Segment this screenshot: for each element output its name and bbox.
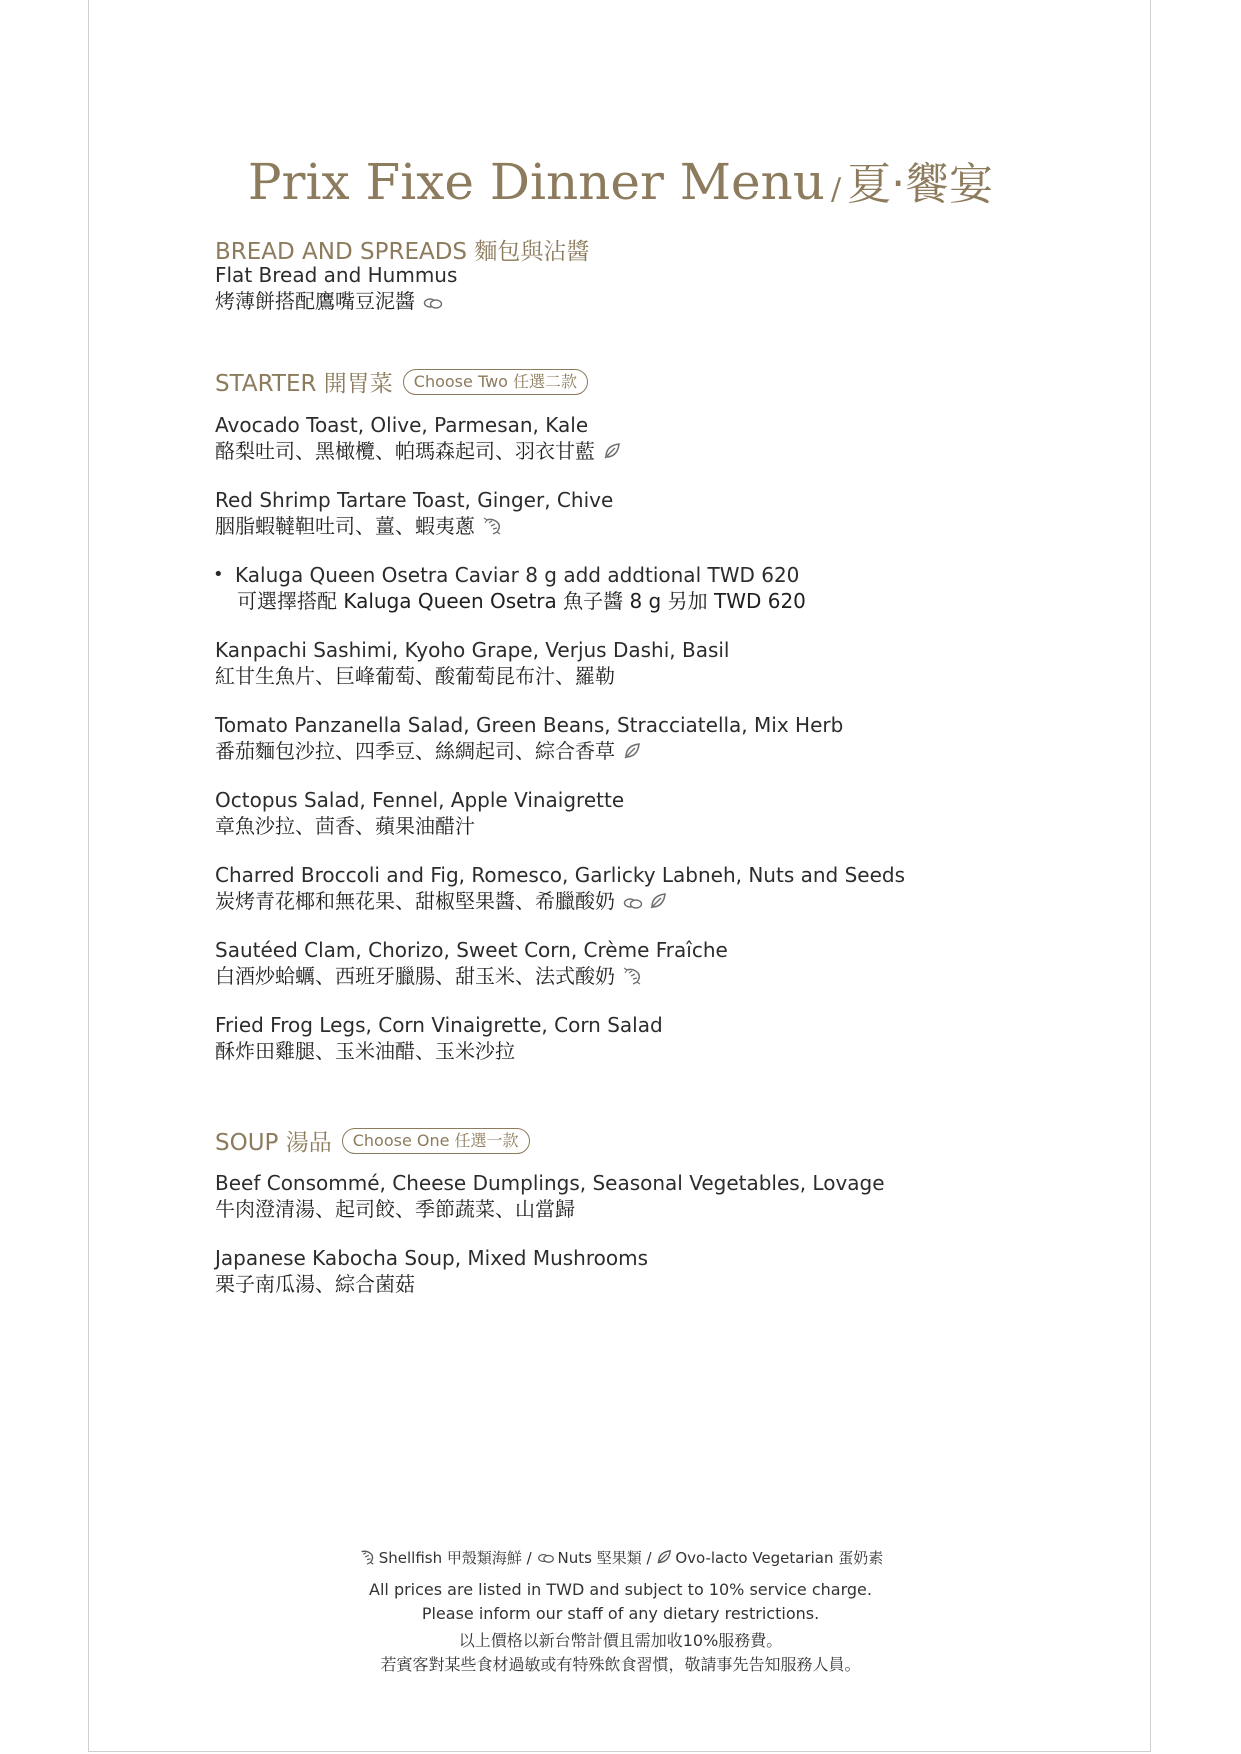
legend-vegetarian: Ovo-lacto Vegetarian 蛋奶素 (675, 1549, 884, 1567)
page-title (0, 148, 1241, 212)
menu-item-addon (213, 562, 806, 614)
item-name-zh-row (215, 438, 621, 466)
item-name-en: Flat Bread and Hummus (215, 263, 458, 287)
item-name-zh-row (215, 288, 457, 316)
item-name-en: Beef Consommé, Cheese Dumplings, Seasonal Vegetables, Lovage (215, 1171, 885, 1195)
starter-heading-text: STARTER 開胃菜 (215, 371, 393, 397)
item-name-zh: 酪梨吐司、黑橄欖、帕瑪森起司、羽衣甘藍 (215, 439, 595, 463)
menu-item (215, 937, 728, 991)
item-name-zh: 章魚沙拉、茴香、蘋果油醋汁 (215, 814, 475, 838)
choose-two-badge: Choose Two 任選二款 (403, 369, 588, 395)
legend-separator: / (646, 1549, 652, 1567)
item-name-en: Red Shrimp Tartare Toast, Ginger, Chive (215, 488, 614, 512)
menu-item (215, 712, 843, 766)
shellfish-icon (483, 515, 503, 541)
menu-item (215, 1012, 663, 1064)
item-name-zh-row (215, 963, 728, 991)
item-name-zh: 可選擇搭配 Kaluga Queen Osetra 魚子醬 8 g 另加 TWD 620 (237, 589, 806, 613)
menu-item (215, 1245, 648, 1297)
section-heading-soup (215, 1124, 530, 1157)
item-name-zh: 胭脂蝦韃靼吐司、薑、蝦夷蔥 (215, 514, 475, 538)
item-name-en: Tomato Panzanella Salad, Green Beans, Stracciatella, Mix Herb (215, 713, 844, 737)
item-name-zh: 白酒炒蛤蠣、西班牙臘腸、甜玉米、法式酸奶 (215, 964, 615, 988)
item-name-en: Fried Frog Legs, Corn Vinaigrette, Corn Salad (215, 1013, 663, 1037)
allergen-legend (0, 1547, 1241, 1569)
vegetarian-icon (603, 440, 621, 466)
menu-item (215, 412, 621, 466)
item-name-en: Sautéed Clam, Chorizo, Sweet Corn, Crème Fraîche (215, 938, 728, 962)
bread-heading-text: BREAD AND SPREADS 麵包與沾醬 (215, 239, 590, 265)
item-name-zh: 烤薄餅搭配鷹嘴豆泥醬 (215, 289, 415, 313)
shellfish-icon (358, 1549, 376, 1569)
legend-shellfish: Shellfish 甲殼類海鮮 (378, 1549, 522, 1567)
item-name-zh: 酥炸田雞腿、玉米油醋、玉米沙拉 (215, 1039, 515, 1063)
legend-separator: / (526, 1549, 532, 1567)
title-english: Prix Fixe Dinner Menu (247, 153, 825, 211)
item-name-en: Japanese Kabocha Soup, Mixed Mushrooms (215, 1246, 648, 1270)
legend-nuts: Nuts 堅果類 (557, 1549, 642, 1567)
nuts-icon (623, 890, 643, 916)
item-name-zh: 牛肉澄清湯、起司餃、季節蔬菜、山當歸 (215, 1197, 575, 1221)
menu-item (215, 1170, 885, 1222)
menu-item (215, 787, 624, 839)
vegetarian-icon (649, 890, 667, 916)
item-name-zh: 炭烤青花椰和無花果、甜椒堅果醬、希臘酸奶 (215, 889, 615, 913)
nuts-icon (423, 290, 443, 316)
item-name-en: Kanpachi Sashimi, Kyoho Grape, Verjus Dashi, Basil (215, 638, 730, 662)
item-name-en: Avocado Toast, Olive, Parmesan, Kale (215, 413, 589, 437)
vegetarian-icon (623, 740, 641, 766)
footer-dietary-note-zh: 若賓客對某些食材過敏或有特殊飲食習慣，敬請事先告知服務人員。 (380, 1655, 861, 1674)
item-name-zh: 番茄麵包沙拉、四季豆、絲綢起司、綜合香草 (215, 739, 615, 763)
title-separator: / (830, 172, 842, 207)
menu-item (215, 637, 729, 689)
item-name-zh: 栗子南瓜湯、綜合菌菇 (215, 1272, 415, 1296)
menu-item (215, 262, 457, 316)
shellfish-icon (623, 965, 643, 991)
footer-price-note: All prices are listed in TWD and subject to 10% service charge. (369, 1580, 872, 1599)
item-name-en: Kaluga Queen Osetra Caviar 8 g add addtional TWD 620 (235, 563, 800, 587)
item-name-en: Charred Broccoli and Fig, Romesco, Garlicky Labneh, Nuts and Seeds (215, 863, 906, 887)
footer-price-note-zh: 以上價格以新台幣計價且需加收10%服務費。 (458, 1631, 783, 1650)
item-name-zh-row (215, 513, 613, 541)
bullet-point: • (213, 564, 224, 585)
menu-item (215, 862, 905, 916)
title-chinese: 夏‧饗宴 (847, 159, 994, 210)
item-name-en: Octopus Salad, Fennel, Apple Vinaigrette (215, 788, 625, 812)
nuts-icon (537, 1550, 555, 1568)
item-name-zh-row (215, 888, 905, 916)
menu-item (215, 487, 613, 541)
item-name-zh-row (215, 738, 843, 766)
footer-dietary-note: Please inform our staff of any dietary restrictions. (421, 1604, 820, 1623)
vegetarian-icon (656, 1549, 672, 1569)
choose-one-badge: Choose One 任選一款 (342, 1128, 530, 1154)
section-heading-starter (215, 365, 588, 398)
item-name-zh: 紅甘生魚片、巨峰葡萄、酸葡萄昆布汁、羅勒 (215, 664, 615, 688)
soup-heading-text: SOUP 湯品 (215, 1130, 332, 1156)
